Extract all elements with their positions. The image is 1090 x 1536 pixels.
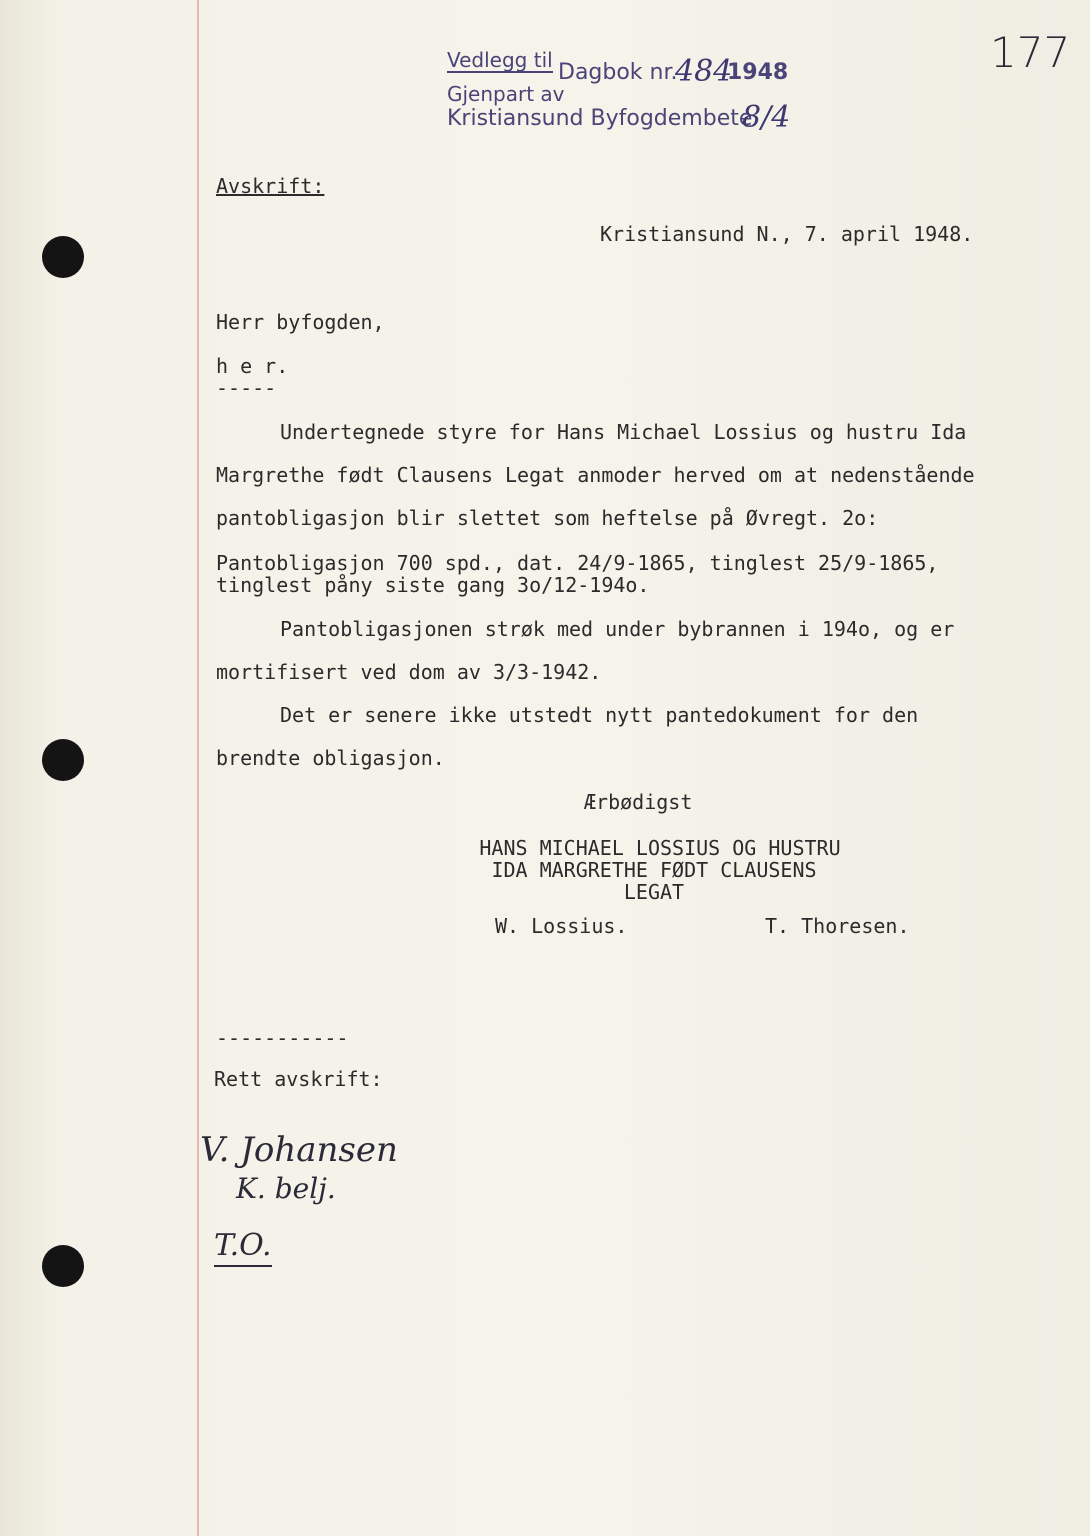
body-line: Margrethe født Clausens Legat anmoder herved om at nedenstående bbox=[216, 463, 975, 487]
stamp-number: 484 bbox=[675, 54, 733, 89]
signer-thoresen: T. Thoresen. bbox=[765, 914, 910, 938]
body-line: brendte obligasjon. bbox=[216, 746, 445, 770]
body-line: Pantobligasjon 700 spd., dat. 24/9-1865, tinglest 25/9-1865, bbox=[216, 551, 939, 575]
stamp-date-handwritten: 8/4 bbox=[742, 100, 791, 135]
punch-hole bbox=[42, 1245, 84, 1287]
salutation-local: h e r. bbox=[216, 354, 289, 378]
stamp-vedlegg: Vedlegg til bbox=[447, 48, 553, 72]
body-line: Det er senere ikke utstedt nytt pantedokument for den bbox=[280, 703, 919, 727]
punch-hole bbox=[42, 739, 84, 781]
signer-lossius: W. Lossius. bbox=[495, 914, 628, 938]
salutation: Herr byfogden, bbox=[216, 310, 385, 334]
heading-avskrift: Avskrift: bbox=[216, 174, 325, 198]
org-line: LEGAT bbox=[623, 880, 685, 904]
page-number: 177 bbox=[990, 28, 1071, 77]
place-date: Kristiansund N., 7. april 1948. bbox=[600, 222, 974, 246]
closing: Ærbødigst bbox=[584, 790, 693, 814]
stamp-dagbok: Dagbok nr. bbox=[558, 60, 678, 85]
stamp-gjenpart: Gjenpart av bbox=[447, 82, 565, 106]
body-line: mortifisert ved dom av 3/3-1942. bbox=[216, 660, 602, 684]
org-line: IDA MARGRETHE FØDT CLAUSENS bbox=[491, 858, 817, 882]
stamp-office: Kristiansund Byfogdembete bbox=[447, 106, 753, 131]
body-line: Pantobligasjonen strøk med under bybrannen i 194o, og er bbox=[280, 617, 955, 641]
margin-line bbox=[197, 0, 199, 1536]
stamp-year: 1948 bbox=[727, 60, 789, 85]
certified-copy-label: Rett avskrift: bbox=[214, 1067, 383, 1091]
body-line: tinglest påny siste gang 3o/12-194o. bbox=[216, 573, 650, 597]
handwritten-title: K. belj. bbox=[236, 1172, 336, 1205]
handwritten-signature: V. Johansen bbox=[200, 1130, 398, 1170]
punch-hole bbox=[42, 236, 84, 278]
handwritten-initials: T.O. bbox=[214, 1228, 272, 1267]
org-line: HANS MICHAEL LOSSIUS OG HUSTRU bbox=[479, 836, 841, 860]
body-line: Undertegnede styre for Hans Michael Lossius og hustru Ida bbox=[280, 420, 967, 444]
separator-rule: ----------- bbox=[216, 1026, 349, 1050]
salutation-rule: ----- bbox=[216, 376, 277, 400]
body-line: pantobligasjon blir slettet som heftelse på Øvregt. 2o: bbox=[216, 506, 879, 530]
